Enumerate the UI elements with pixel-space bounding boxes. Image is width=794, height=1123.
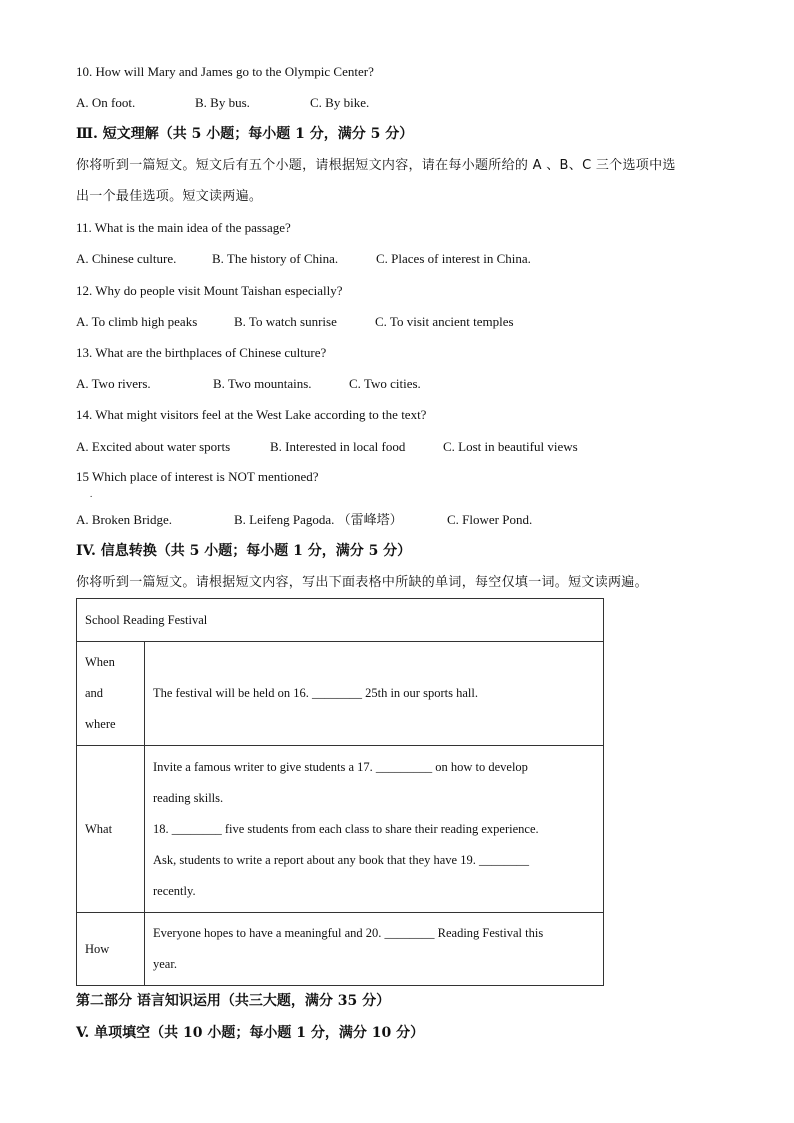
q15-option-a: A. Broken Bridge.: [76, 512, 173, 527]
part-2-heading: 第二部分 语言知识运用（共三大题，满分 35 分）: [76, 993, 391, 1009]
q11-option-a: A. Chinese culture.: [76, 251, 177, 266]
section-4-heading: IV. 信息转换（共 5 小题；每小题 1 分，满分 5 分）: [76, 543, 412, 559]
table-label-how: How: [77, 913, 145, 986]
what-line-2: reading skills.: [153, 790, 224, 805]
q12-option-c: C. To visit ancient temples: [375, 314, 514, 329]
question-12: 12. Why do people visit Mount Taishan especially?: [76, 283, 343, 298]
section-4-instruction: 你将听到一篇短文。请根据短文内容，写出下面表格中所缺的单词，每空仅填一词。短文读两遍。: [76, 575, 648, 590]
stray-dot: .: [90, 489, 93, 499]
table-title: School Reading Festival: [77, 599, 604, 642]
table-cell-what: [145, 746, 604, 913]
table-label-when-where: [77, 642, 145, 746]
table-row-what: [77, 746, 604, 913]
question-14: 14. What might visitors feel at the West Lake according to the text?: [76, 407, 427, 422]
q14-option-b: B. Interested in local food: [270, 439, 406, 454]
q10-option-c: C. By bike.: [310, 95, 370, 110]
table-label-what: What: [77, 746, 145, 913]
table-cell-how: [145, 913, 604, 986]
label-and: and: [85, 686, 104, 700]
how-line-2: year.: [153, 957, 177, 971]
q10-option-a: A. On foot.: [76, 95, 136, 110]
what-line-5: recently.: [153, 883, 196, 898]
what-line-4: Ask, students to write a report about any book that they have 19. ________: [153, 852, 529, 867]
q13-option-b: B. Two mountains.: [213, 376, 312, 391]
question-11: 11. What is the main idea of the passage?: [76, 220, 291, 235]
q13-option-a: A. Two rivers.: [76, 376, 151, 391]
q14-option-a: A. Excited about water sports: [76, 439, 231, 454]
q12-option-a: A. To climb high peaks: [76, 314, 198, 329]
what-line-3: 18. ________ five students from each class to share their reading experience.: [153, 821, 539, 836]
section-3-heading: Ⅲ. 短文理解（共 5 小题；每小题 1 分，满分 5 分）: [76, 126, 414, 142]
q11-option-b: B. The history of China.: [212, 251, 339, 266]
label-when: When: [85, 655, 115, 669]
table-row-how: [77, 913, 604, 986]
question-13: 13. What are the birthplaces of Chinese culture?: [76, 345, 327, 360]
table-cell-when-where: The festival will be held on 16. ________ 25th in our sports hall.: [145, 642, 604, 746]
q12-option-b: B. To watch sunrise: [234, 314, 337, 329]
label-where: where: [85, 717, 116, 731]
section-5-heading: V. 单项填空（共 10 小题；每小题 1 分，满分 10 分）: [76, 1025, 425, 1041]
table-title-row: [77, 599, 604, 642]
what-line-1: Invite a famous writer to give students a 17. _________ on how to develop: [153, 759, 528, 774]
section-3-instruction-1: 你将听到一篇短文。短文后有五个小题，请根据短文内容，请在每小题所给的 A 、B、C 三个选项中选: [76, 158, 676, 173]
info-table: [76, 598, 604, 986]
q11-option-c: C. Places of interest in China.: [376, 251, 531, 266]
q15-option-c: C. Flower Pond.: [447, 512, 533, 527]
table-row-when-where: [77, 642, 604, 746]
section-3-instruction-2: 出一个最佳选项。短文读两遍。: [76, 189, 263, 204]
q14-option-c: C. Lost in beautiful views: [443, 439, 578, 454]
question-10: 10. How will Mary and James go to the Olympic Center?: [76, 64, 374, 79]
q15-option-b: B. Leifeng Pagoda. （雷峰塔）: [234, 512, 403, 527]
question-15: 15 Which place of interest is NOT mentioned?: [76, 469, 319, 484]
how-line-1: Everyone hopes to have a meaningful and 20. ________ Reading Festival this: [153, 926, 544, 940]
q13-option-c: C. Two cities.: [349, 376, 421, 391]
q10-option-b: B. By bus.: [195, 95, 250, 110]
